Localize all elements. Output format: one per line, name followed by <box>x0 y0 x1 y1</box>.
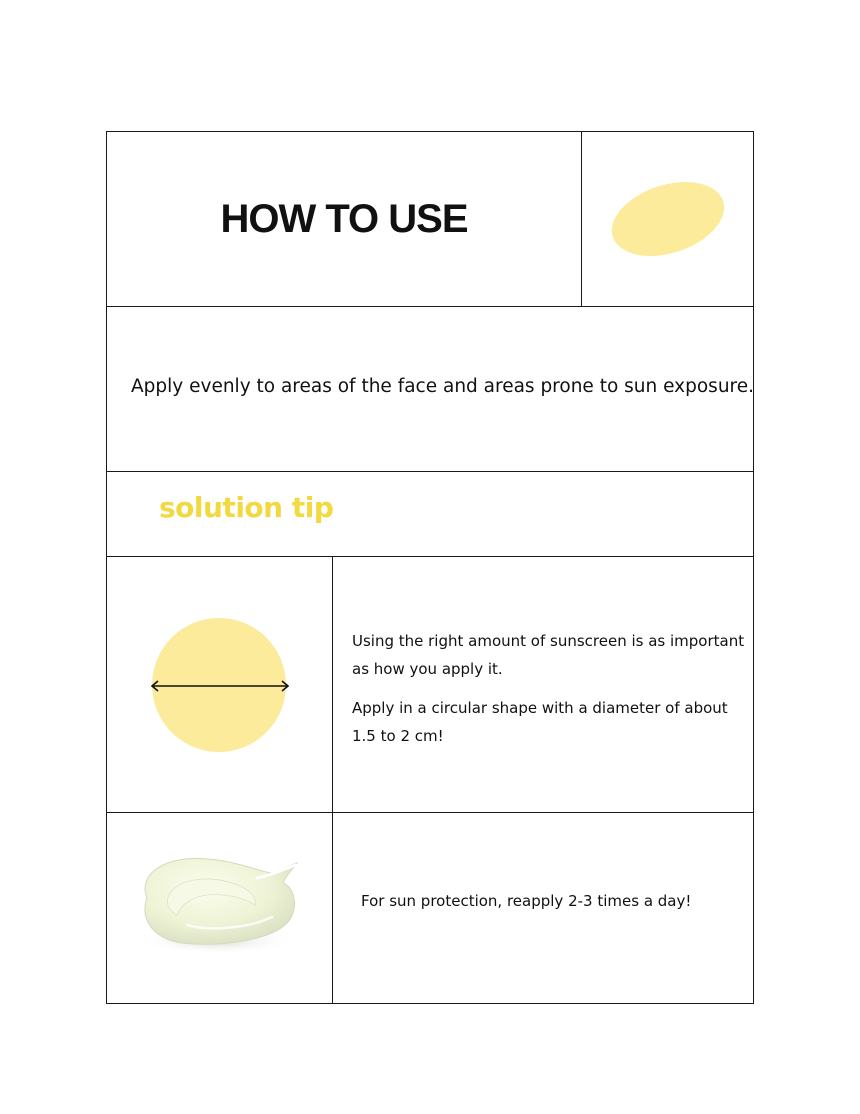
swatch-cell <box>581 132 753 306</box>
yellow-oval-swatch-icon <box>581 132 753 306</box>
instruction-text: Apply evenly to areas of the face and areas prone to sun exposure. <box>131 376 755 397</box>
amount-tip-line-1: Using the right amount of sunscreen is as important as how you apply it. <box>352 632 745 678</box>
page-title: HOW TO USE <box>220 196 468 241</box>
tip-divider-2 <box>332 812 333 1003</box>
cream-dollop-image <box>107 813 332 1003</box>
solution-tip-heading: solution tip <box>159 491 334 524</box>
amount-tip-line-2: Apply in a circular shape with a diameter of about 1.5 to 2 cm! <box>352 699 728 745</box>
circle-with-double-arrow-icon <box>107 557 332 812</box>
reapply-text: For sun protection, reapply 2-3 times a day! <box>361 892 692 910</box>
how-to-use-panel <box>106 131 754 1004</box>
row-divider-2 <box>107 471 753 472</box>
amount-tip-text <box>352 627 747 761</box>
row-divider-1 <box>107 306 753 307</box>
cream-cell <box>107 813 332 1003</box>
circle-cell <box>107 557 332 812</box>
tip-divider-1 <box>332 556 333 812</box>
